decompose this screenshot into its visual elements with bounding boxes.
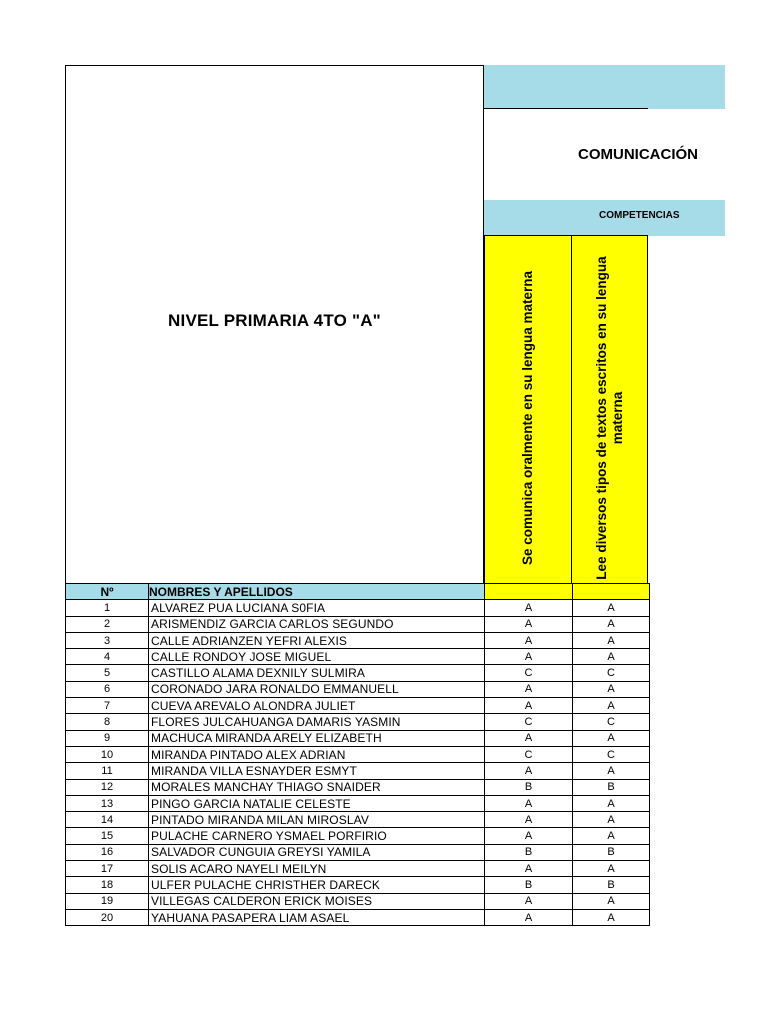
table-row [66, 779, 650, 795]
level-title: NIVEL PRIMARIA 4TO "A" [168, 311, 381, 330]
grade-competency-2: A [573, 698, 650, 714]
student-name: CORONADO JARA RONALDO EMMANUELL [149, 681, 485, 697]
student-name: SALVADOR CUNGUIA GREYSI YAMILA [149, 844, 485, 860]
row-number: 11 [66, 763, 149, 779]
student-name: ULFER PULACHE CHRISTHER DARECK [149, 877, 485, 893]
col-competency-2-header [573, 584, 650, 600]
col-competency-1-header [485, 584, 573, 600]
competency-label-1: Se comunica oralmente en su lengua materna [520, 270, 535, 566]
grade-competency-2: A [573, 763, 650, 779]
row-number: 3 [66, 632, 149, 648]
grade-competency-2: A [573, 649, 650, 665]
student-name: FLORES JULCAHUANGA DAMARIS YASMIN [149, 714, 485, 730]
row-number: 7 [66, 698, 149, 714]
table-row [66, 714, 650, 730]
row-number: 14 [66, 812, 149, 828]
table-row [66, 877, 650, 893]
student-name: YAHUANA PASAPERA LIAM ASAEL [149, 909, 485, 925]
student-name: ARISMENDIZ GARCIA CARLOS SEGUNDO [149, 616, 485, 632]
row-number: 17 [66, 861, 149, 877]
title-block [65, 65, 484, 584]
grade-competency-1: C [485, 665, 573, 681]
grade-competency-1: A [485, 763, 573, 779]
table-row [66, 649, 650, 665]
table-row [66, 616, 650, 632]
grade-competency-1: A [485, 649, 573, 665]
table-row [66, 812, 650, 828]
row-number: 4 [66, 649, 149, 665]
grade-competency-1: A [485, 632, 573, 648]
area-title: COMUNICACIÓN [578, 146, 698, 163]
grade-competency-1: A [485, 861, 573, 877]
grade-competency-1: A [485, 812, 573, 828]
grade-competency-2: A [573, 730, 650, 746]
grade-competency-1: A [485, 681, 573, 697]
competency-header-2 [571, 235, 648, 600]
grade-competency-1: A [485, 795, 573, 811]
grade-competency-2: C [573, 665, 650, 681]
students-table [65, 583, 650, 926]
table-row [66, 746, 650, 762]
row-number: 18 [66, 877, 149, 893]
grade-competency-2: B [573, 844, 650, 860]
table-row [66, 795, 650, 811]
table-row [66, 844, 650, 860]
student-name: VILLEGAS CALDERON ERICK MOISES [149, 893, 485, 909]
student-name: PULACHE CARNERO YSMAEL PORFIRIO [149, 828, 485, 844]
competency-header-1 [484, 235, 572, 600]
student-name: CASTILLO ALAMA DEXNILY SULMIRA [149, 665, 485, 681]
student-name: CALLE RONDOY JOSE MIGUEL [149, 649, 485, 665]
row-number: 19 [66, 893, 149, 909]
student-name: CUEVA AREVALO ALONDRA JULIET [149, 698, 485, 714]
row-number: 12 [66, 779, 149, 795]
grade-competency-1: C [485, 746, 573, 762]
grade-competency-2: C [573, 746, 650, 762]
student-name: MACHUCA MIRANDA ARELY ELIZABETH [149, 730, 485, 746]
row-number: 5 [66, 665, 149, 681]
col-number-header: Nº [66, 584, 149, 600]
competencias-label: COMPETENCIAS [599, 210, 680, 221]
grade-competency-2: C [573, 714, 650, 730]
table-row [66, 600, 650, 616]
col-name-header: NOMBRES Y APELLIDOS [149, 584, 485, 600]
grade-competency-1: A [485, 698, 573, 714]
grade-competency-2: A [573, 681, 650, 697]
table-row [66, 893, 650, 909]
grade-competency-2: A [573, 632, 650, 648]
student-name: MIRANDA VILLA ESNAYDER ESMYT [149, 763, 485, 779]
grade-competency-1: B [485, 877, 573, 893]
row-number: 16 [66, 844, 149, 860]
grade-competency-2: A [573, 600, 650, 616]
student-name: MIRANDA PINTADO ALEX ADRIAN [149, 746, 485, 762]
table-row [66, 681, 650, 697]
student-name: SOLIS ACARO NAYELI MEILYN [149, 861, 485, 877]
table-row [66, 632, 650, 648]
grade-competency-1: A [485, 730, 573, 746]
row-number: 10 [66, 746, 149, 762]
table-header-row [66, 584, 650, 600]
row-number: 20 [66, 909, 149, 925]
student-name: PINTADO MIRANDA MILAN MIROSLAV [149, 812, 485, 828]
row-number: 2 [66, 616, 149, 632]
competency-label-2: Lee diversos tipos de textos escritos en su lengua materna [593, 256, 625, 580]
grade-competency-2: A [573, 795, 650, 811]
student-name: CALLE ADRIANZEN YEFRI ALEXIS [149, 632, 485, 648]
grade-competency-2: A [573, 909, 650, 925]
grade-competency-1: C [485, 714, 573, 730]
grade-competency-1: B [485, 779, 573, 795]
student-name: MORALES MANCHAY THIAGO SNAIDER [149, 779, 485, 795]
grade-competency-1: A [485, 600, 573, 616]
grade-competency-1: A [485, 893, 573, 909]
row-number: 9 [66, 730, 149, 746]
table-row [66, 763, 650, 779]
grade-competency-1: A [485, 616, 573, 632]
student-name: PINGO GARCIA NATALIE CELESTE [149, 795, 485, 811]
row-number: 6 [66, 681, 149, 697]
table-row [66, 665, 650, 681]
table-row [66, 730, 650, 746]
grade-competency-2: A [573, 828, 650, 844]
row-number: 15 [66, 828, 149, 844]
row-number: 1 [66, 600, 149, 616]
competencias-cell [484, 200, 680, 236]
grade-competency-2: A [573, 812, 650, 828]
student-name: ALVAREZ PUA LUCIANA S0FIA [149, 600, 485, 616]
grade-competency-2: B [573, 779, 650, 795]
grade-competency-1: B [485, 844, 573, 860]
row-number: 13 [66, 795, 149, 811]
grade-competency-2: A [573, 861, 650, 877]
grade-competency-1: A [485, 909, 573, 925]
area-title-cell [484, 109, 698, 200]
grade-competency-2: B [573, 877, 650, 893]
grade-competency-2: A [573, 893, 650, 909]
table-row [66, 861, 650, 877]
table-row [66, 909, 650, 925]
row-number: 8 [66, 714, 149, 730]
grade-competency-1: A [485, 828, 573, 844]
table-row [66, 828, 650, 844]
table-row [66, 698, 650, 714]
grade-competency-2: A [573, 616, 650, 632]
header-band [484, 65, 725, 109]
